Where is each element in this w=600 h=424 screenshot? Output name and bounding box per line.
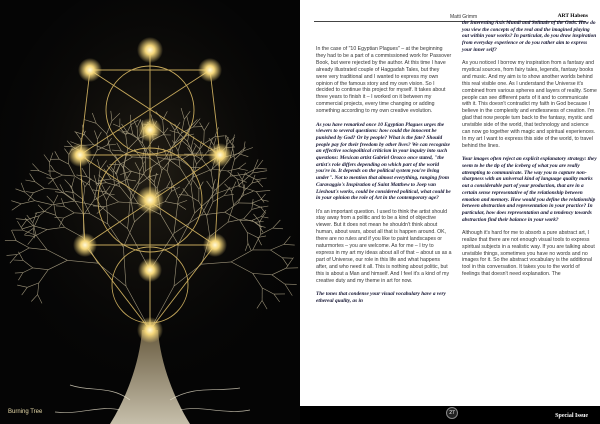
paragraph: It's an important question. I used to think the artist should stay away from a politic and to be a kind of objective viewer. But it does not mean he shouldn't think about human, about wars, about all that is happen around. OK, there are no rules and if you like to paint landscapes or naturmortes – you are welcome. As for me – I try to express in my art my ideas about all of that – about us as a part of Universe, our role in this life and what happens after, and who need it all. This is nothing about politic, but this is about a Man and himself. And I feel it's a kind of my creative duty and my theme in art for now. (316, 208, 452, 284)
interview-question: Your images often reject an explicit explanatory strategy: they seem to be the tip of the iceberg of what you are really attempting to communicate. The way you to capture non-sharpness with an universal kind of language quality marks out a considerable part of your production, that are in a certain sense representative of the relationship between emotion and memory. How would you define the relationship between abstraction and representation in your practice? In particular, how does representation and a tendency towards abstraction find their balance in your work? (462, 156, 597, 223)
magazine-title: ART Habens (557, 13, 588, 19)
paragraph: As you noticed I borrow my inspiration from a fantasy and mystical sources, from fairy tales, legends, fantasy books and music. And my aim is to show another worlds behind this real visible one. As I understand the Universe it's combined from various spheres and layers of reality. Some people can see different parts of it and to communicate with it. This doesn't contradict my faith in God because I believe in the complexity and endlessness of creation. I'm glad that now people turn back to the fantasy, mystic and unvisible side of the world, that technology and science can now go together with magic and spiritual experiences. In my art I want to express this side of the world, to travel behind the lines. (462, 60, 597, 149)
interview-question: As you have remarked once 10 Egyptian Plagues urges the viewers to several questions: how could the innocent be punished by God? Or by people? What is the fate? Should people pay for their freedom by other lives? We can recognize an effective sociopolitical criticism in your inquiry into such questions: Mexican artist Gabriel Orozco once stated, "the artist's role differs depending on which part of the world you're in. It depends on the political system you're living under". Not to mention that almost everything, ranging from Caravaggio's Inspiration of Saint Matthew to Joep van Lieshout's works, could be considered political, what could be in your opinion the role of Art in the contemporary age? (316, 121, 451, 202)
article-page (300, 0, 600, 424)
interview-question: The tones that condense your visual vocabulary have a very ethereal quality, as in (316, 290, 446, 304)
page-number: 27 (446, 407, 458, 419)
paragraph: Although it's hard for me to absorb a pure abstract art, I realize that there are not enough visual tools to express spiritual subjects in a realistic way. If you are talking about unvisible things, sometimes you have no words and no images for it. So the abstract vocabulary is the additional tool in this conversation. It takes you to the world of feelings that doesn't need explanation. The (462, 229, 595, 278)
artwork-caption: Burning Tree (8, 409, 43, 415)
section-label: Special Issue (555, 413, 588, 419)
article-column-right (462, 20, 598, 285)
author-name: Matti Grimm (450, 14, 478, 20)
interview-question: the Interesting Axis Mundi and Solitude of the Gods. How do you view the concepts of the real and the imagined playing out within your works? In particular, do you draw inspiration from everyday experience or do you rather aim to express your inner self? (462, 20, 597, 53)
article-column-left (316, 46, 452, 311)
paragraph: In the case of "10 Egyptian Plagues" – at the beginning they had to be a part of a commissioned work for Passover Book, but were rejected by the author. At this time I have already illustrated couple of Haggadah Tales, but they were very traditional and I wanted to express my own opinion of the famous story and my own vision. So I decided to continue this project for myself. It takes about three years to finish it – I worked on it between my commercial projects, every time changing or adding something according to my own creative evolution. (316, 46, 452, 115)
